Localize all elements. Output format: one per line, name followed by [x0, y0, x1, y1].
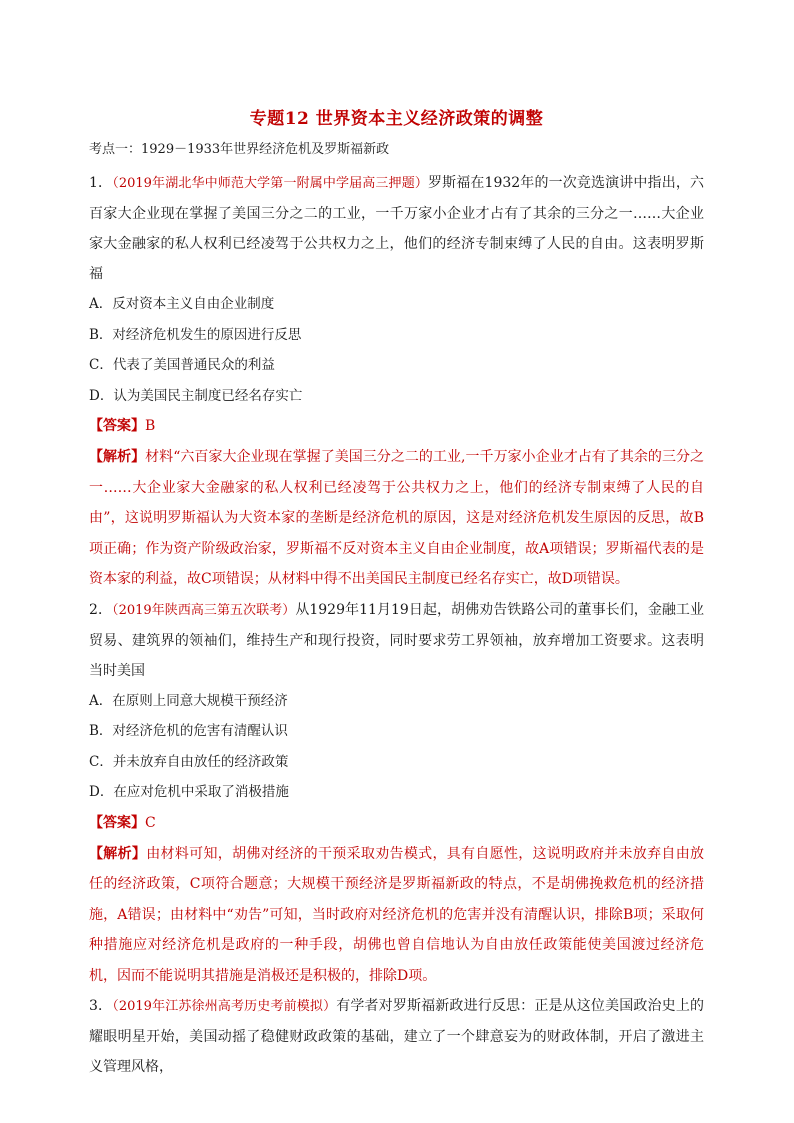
question-stem [89, 168, 704, 289]
question-text: 罗斯福在1932年的一次竞选演讲中指出，六百家大企业现在掌握了美国三分之二的工业，一千万家小企业才占有了其余的三分之一……大企业家大金融家的私人权利已经凌驾于公共权力之上，他们的经济专制束缚了人民的自由。这表明罗斯福 [89, 175, 704, 282]
option-a: A．在原则上同意大规模干预经济 [89, 692, 288, 709]
option-a: A．反对资本主义自由企业制度 [89, 296, 275, 312]
option-d: D．认为美国民主制度已经名存实亡 [89, 387, 303, 404]
answer-label: 【答案】 [89, 418, 145, 434]
analysis-label: 【解析】 [89, 845, 147, 862]
question-source: （2019年湖北华中师范大学第一附属中学届高三押题） [112, 176, 428, 191]
option-b: B．对经济危机发生的原因进行反思 [89, 326, 302, 343]
question-number: 2． [89, 601, 113, 618]
question-text: 有学者对罗斯福新政进行反思：正是从这位美国政治史上的耀眼明星开始，美国动摇了稳健财政政策的基础，建立了一个肆意妄为的财政体制，开启了激进主义管理风格， [89, 998, 704, 1075]
answer-line [89, 411, 704, 442]
question-number: 3． [89, 998, 113, 1014]
page-title: 专题12 世界资本主义经济政策的调整 [249, 109, 544, 129]
section-heading: 考点一：1929－1933年世界经济危机及罗斯福新政 [89, 142, 390, 157]
question-source: （2019年江苏徐州高考历史考前模拟） [112, 999, 337, 1014]
question-1 [89, 168, 704, 595]
answer-label: 【答案】 [89, 814, 145, 831]
analysis-text: 由材料可知，胡佛对经济的干预采取劝告模式，具有自愿性，这说明政府并未放弃自由放任的经济政策，C项符合题意；大规模干预经济是罗斯福新政的特点，不是胡佛挽救危机的经济措施，A错误；由材料中“劝告”可知，当时政府对经济危机的危害并没有清醒认识，排除B项；采取何种措施应对经济危机是政府的一种手段，胡佛也曾自信地认为自由放任政策能使美国渡过经济危机，因而不能说明其措施是消极还是积极的，排除D项。 [89, 845, 705, 984]
option-c: C．并未放弃自由放任的经济政策 [89, 753, 289, 770]
option-d: D．在应对危机中采取了消极措施 [89, 784, 289, 800]
analysis-label: 【解析】 [89, 449, 146, 465]
question-stem [89, 595, 704, 686]
answer-value: B [145, 418, 156, 434]
question-2 [89, 595, 704, 992]
analysis-text: 材料“六百家大企业现在掌握了美国三分之二的工业,一千万家小企业才占有了其余的三分之一……大企业家大金融家的私人权利已经凌驾于公共权力之上，他们的经济专制束缚了人民的自由”，这说明罗斯福认为大资本家的垄断是经济危机的原因，这是对经济危机发生原因的反思，故B项正确；作为资产阶级政治家，罗斯福不反对资本主义自由企业制度，故A项错误；罗斯福代表的是资本家的利益，故C项错误；从材料中得不出美国民主制度已经名存实亡，故D项错误。 [89, 449, 705, 587]
question-source: （2019年陕西高三第五次联考） [112, 602, 296, 618]
answer-value: C [145, 814, 156, 831]
option-c: C．代表了美国普通民众的利益 [89, 357, 275, 373]
question-stem [89, 991, 704, 1082]
answer-line [89, 808, 704, 839]
analysis-paragraph [89, 839, 704, 992]
option-b: B．对经济危机的危害有清醒认识 [89, 723, 288, 739]
analysis-paragraph [89, 442, 704, 595]
question-number: 1． [89, 175, 113, 191]
question-3 [89, 991, 704, 1082]
question-text: 从1929年11月19日起，胡佛劝告铁路公司的董事长们，金融工业贸易、建筑界的领袖们，维持生产和现行投资，同时要求劳工界领袖，放弃增加工资要求。这表明当时美国 [89, 601, 704, 679]
